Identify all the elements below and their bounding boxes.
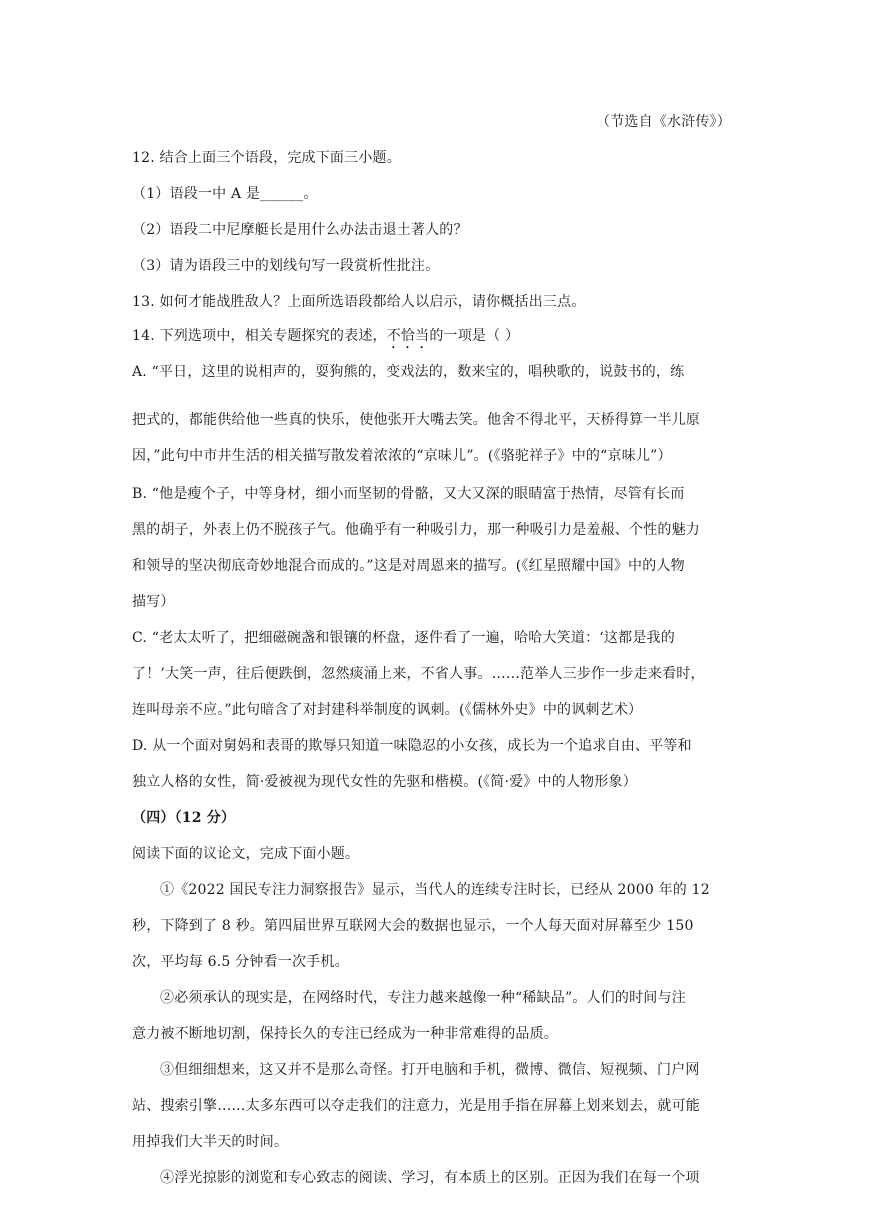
option-b-line: 和领导的坚决彻底奇妙地混合而成的。”这是对周恩来的描写。(《红星照耀中国》中的人物 [132, 558, 685, 574]
option-a-line: A. “平日，这里的说相声的，耍狗熊的，变戏法的，数来宝的，唱秧歌的，说鼓书的，练 [132, 364, 685, 380]
option-a-line: 因，”此句中市井生活的相关描写散发着浓浓的“京味儿”。(《骆驼祥子》中的“京味儿”） [132, 448, 672, 464]
option-c-line: 了！’大笑一声，往后便跌倒，忽然痰涌上来，不省人事。……范举人三步作一步走来看时， [132, 666, 705, 682]
source-citation: （节选自《水浒传》） [596, 114, 731, 130]
essay-paragraph-2-line: ②必须承认的现实是，在网络时代，专注力越来越像一种“稀缺品”。人们的时间与注 [160, 990, 686, 1006]
essay-paragraph-3-line: ③但细细想来，这又并不是那么奇怪。打开电脑和手机，微博、微信、短视频、门户网 [160, 1062, 700, 1078]
essay-paragraph-1-line: 次，平均每 6.5 分钟看一次手机。 [132, 954, 349, 970]
question-12: 12. 结合上面三个语段，完成下面三小题。 [132, 150, 401, 166]
section-heading: （四）（12 分） [132, 810, 236, 826]
option-c-line: C. “老太太听了，把细磁碗盏和银镶的杯盘，逐件看了一遍，哈哈大笑道：‘这都是我的 [132, 630, 675, 646]
option-d-line: D. 从一个面对舅妈和表哥的欺辱只知道一味隐忍的小女孩，成长为一个追求自由、平等和 [132, 738, 692, 754]
essay-paragraph-1-line: ①《2022 国民专注力洞察报告》显示，当代人的连续专注时长，已经从 2000 年的 12 [160, 882, 710, 898]
essay-paragraph-3-line: 用掉我们大半天的时间。 [132, 1134, 289, 1150]
essay-paragraph-4-line: ④浮光掠影的浏览和专心致志的阅读、学习，有本质上的区别。正因为我们在每一个项 [160, 1170, 700, 1186]
question-13: 13. 如何才能战胜敌人？上面所选语段都给人以启示，请你概括出三点。 [132, 294, 586, 310]
option-a-line: 把式的，都能供给他一些真的快乐，使他张开大嘴去笑。他舍不得北平，天桥得算一半儿原 [132, 412, 700, 428]
option-c-line: 连叫母亲不应。”此句暗含了对封建科举制度的讽刺。(《儒林外史》中的讽刺艺术） [132, 702, 643, 718]
essay-paragraph-1-line: 秒，下降到了 8 秒。第四届世界互联网大会的数据也显示，一个人每天面对屏幕至少 150 [132, 918, 694, 934]
question-14-prefix: 14. 下列选项中，相关专题探究的表述， [132, 328, 387, 344]
essay-paragraph-2-line: 意力被不断地切割，保持长久的专注已经成为一种非常难得的品质。 [132, 1026, 558, 1042]
question-12-3: （3）请为语段三中的划线句写一段赏析性批注。 [132, 258, 440, 274]
option-b-line: B. “他是瘦个子，中等身材，细小而坚韧的骨骼，又大又深的眼睛富于热情，尽管有长而 [132, 486, 685, 502]
question-12-1: （1）语段一中 A 是______。 [132, 186, 318, 202]
essay-paragraph-3-line: 站、搜索引擎……太多东西可以夺走我们的注意力，光是用手指在屏幕上划来划去，就可能 [132, 1098, 700, 1114]
question-14-suffix: 的一项是（ ） [429, 328, 520, 344]
option-b-line: 描写） [132, 594, 175, 610]
option-b-line: 黑的胡子，外表上仍不脱孩子气。他确乎有一种吸引力，那一种吸引力是羞赧、个性的魅力 [132, 522, 700, 538]
section-intro: 阅读下面的议论文，完成下面小题。 [132, 846, 360, 862]
question-12-2: （2）语段二中尼摩艇长是用什么办法击退土著人的？ [132, 222, 468, 238]
question-14 [132, 326, 742, 352]
question-14-emphasis: 不恰当 [386, 328, 430, 344]
option-d-line: 独立人格的女性，简·爱被视为现代女性的先驱和楷模。(《简·爱》中的人物形象） [132, 774, 637, 790]
